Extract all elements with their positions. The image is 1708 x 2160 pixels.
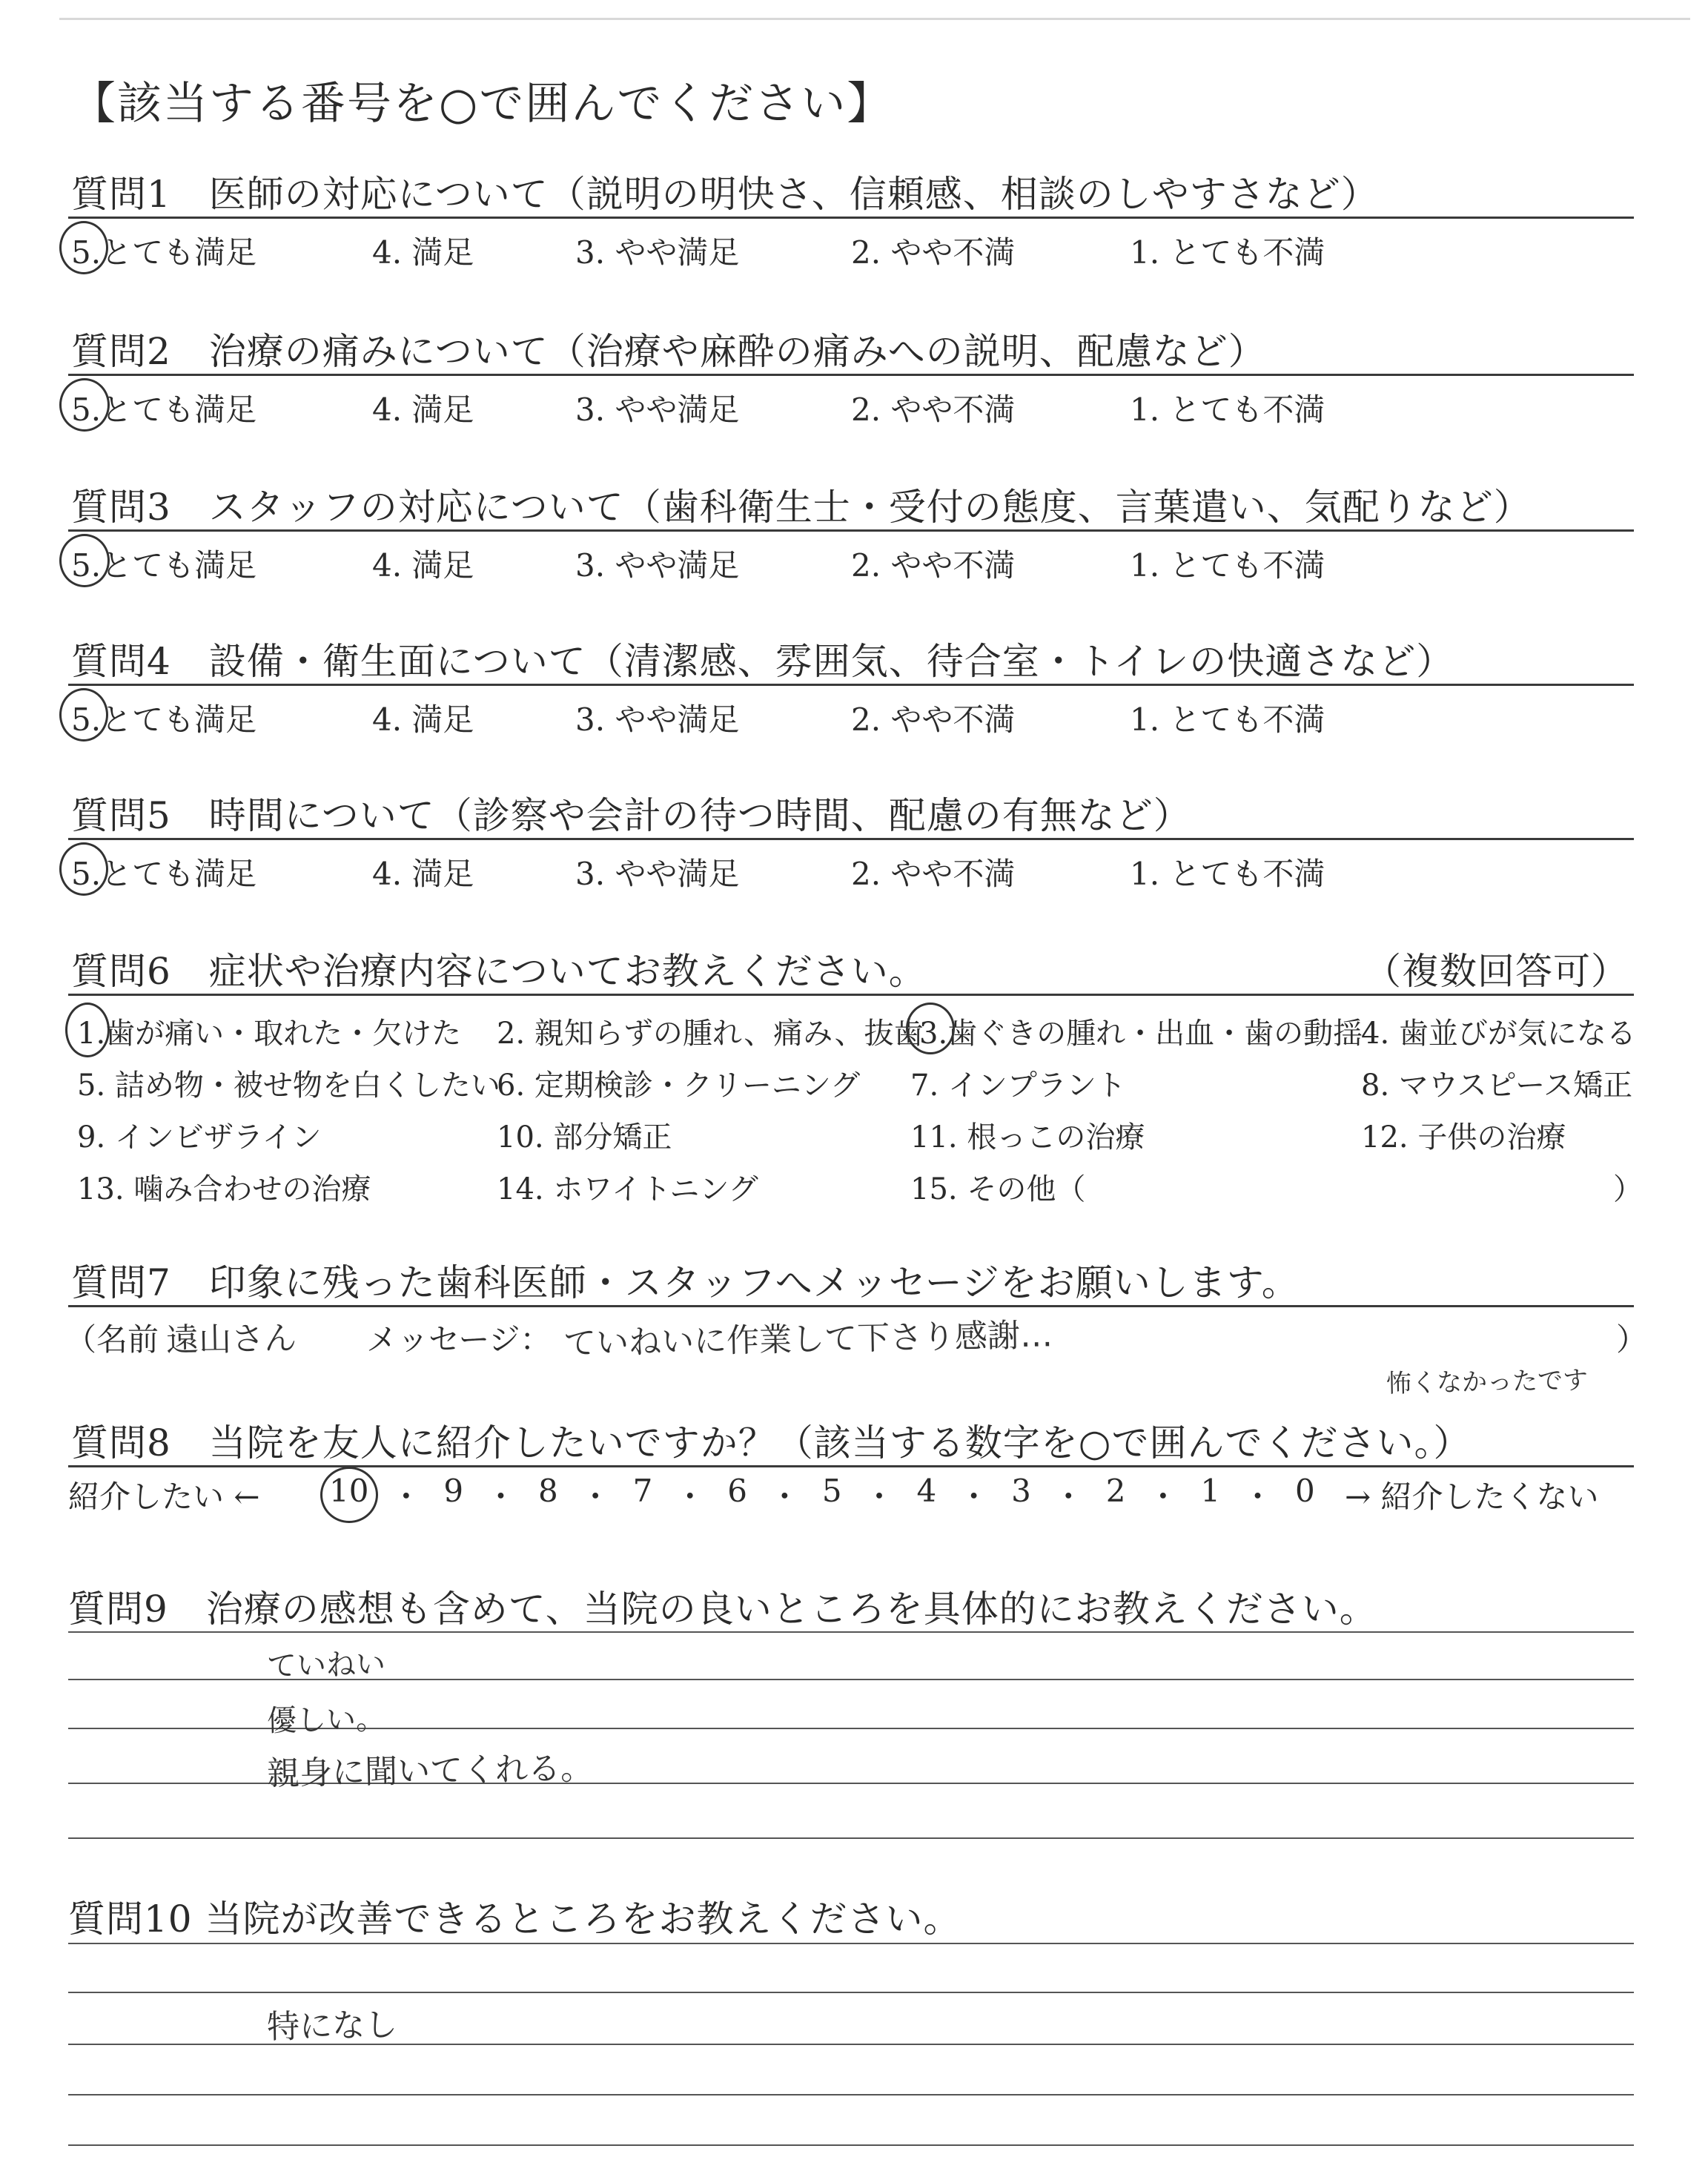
question-2-label: 質問2 治療の痛みについて（治療や麻酔の痛みへの説明、配慮など） xyxy=(71,330,1266,373)
q4-selected-circle xyxy=(59,688,108,742)
q2-option-1[interactable]: 1. とても不満 xyxy=(1130,392,1325,428)
q7-name-handwriting: 遠山さん xyxy=(165,1319,297,1360)
question-7-rule xyxy=(68,1305,1634,1307)
q4-option-5[interactable]: 5.とても満足 xyxy=(71,701,257,738)
q8-scale-separator: ・ xyxy=(1242,1479,1274,1515)
q5-option-4[interactable]: 4. 満足 xyxy=(372,856,474,892)
question-5-label: 質問5 時間について（診察や会計の待つ時間、配慮の有無など） xyxy=(71,794,1191,837)
q3-option-3[interactable]: 3. やや満足 xyxy=(575,547,740,584)
question-5-rule xyxy=(68,838,1634,840)
q6-item-13[interactable]: 13. 噛み合わせの治療 xyxy=(77,1172,371,1206)
q8-scale-value-10[interactable]: 10 xyxy=(329,1473,369,1509)
q10-line-4 xyxy=(68,2094,1634,2095)
q7-message-label: メッセージ： xyxy=(366,1321,552,1358)
q10-line-1 xyxy=(68,1943,1634,1944)
q1-option-4[interactable]: 4. 満足 xyxy=(372,234,474,271)
q8-scale-value-9[interactable]: 9 xyxy=(443,1473,464,1509)
q6-item-3[interactable]: 3.歯ぐきの腫れ・出血・歯の動揺 xyxy=(919,1017,1363,1051)
q8-selected-circle xyxy=(320,1467,378,1523)
q6-item-1[interactable]: 1.歯が痛い・取れた・欠けた xyxy=(77,1017,462,1051)
q2-selected-circle xyxy=(59,378,110,432)
q5-selected-circle xyxy=(59,842,108,896)
q1-option-3[interactable]: 3. やや満足 xyxy=(575,234,740,271)
q8-scale-separator: ・ xyxy=(1053,1479,1085,1515)
q4-option-2[interactable]: 2. やや不満 xyxy=(851,701,1016,738)
q6-item-11[interactable]: 11. 根っこの治療 xyxy=(910,1120,1145,1155)
q2-option-5[interactable]: 5.とても満足 xyxy=(71,392,257,428)
q5-option-3[interactable]: 3. やや満足 xyxy=(575,856,740,892)
q4-option-4[interactable]: 4. 満足 xyxy=(372,701,474,738)
q9-handwriting-3: 親身に聞いてくれる。 xyxy=(266,1749,594,1793)
question-4-rule xyxy=(68,684,1634,686)
q9-handwriting-2: 優しい。 xyxy=(266,1702,386,1739)
q8-scale-value-1[interactable]: 1 xyxy=(1200,1473,1221,1509)
question-8-label: 質問8 当院を友人に紹介したいですか？（該当する数字を○で囲んでください。） xyxy=(71,1421,1472,1464)
question-1-label: 質問1 医師の対応について（説明の明快さ、信頼感、相談のしやすさなど） xyxy=(71,173,1379,216)
question-6-rule xyxy=(68,994,1634,996)
question-6-note: （複数回答可） xyxy=(1364,950,1629,993)
q2-option-4[interactable]: 4. 満足 xyxy=(372,392,474,428)
question-8-rule xyxy=(68,1465,1634,1467)
q8-scale-value-2[interactable]: 2 xyxy=(1105,1473,1126,1509)
q6-item-5[interactable]: 5. 詰め物・被せ物を白くしたい xyxy=(77,1069,500,1103)
q8-scale-separator: ・ xyxy=(958,1479,990,1515)
q6-item-8[interactable]: 8. マウスピース矯正 xyxy=(1361,1069,1633,1103)
question-9-label: 質問9 治療の感想も含めて、当院の良いところを具体的にお教えください。 xyxy=(68,1588,1377,1631)
q1-option-1[interactable]: 1. とても不満 xyxy=(1130,234,1325,271)
q8-scale-value-8[interactable]: 8 xyxy=(537,1473,558,1509)
question-10-label: 質問10 当院が改善できるところをお教えください。 xyxy=(68,1898,961,1941)
q10-line-5 xyxy=(68,2144,1634,2146)
question-3-label: 質問3 スタッフの対応について（歯科衛生士・受付の態度、言葉遣い、気配りなど） xyxy=(71,486,1532,529)
q8-scale-value-3[interactable]: 3 xyxy=(1011,1473,1031,1509)
q4-option-1[interactable]: 1. とても不満 xyxy=(1130,701,1325,738)
q1-option-2[interactable]: 2. やや不満 xyxy=(851,234,1016,271)
q8-scale-value-7[interactable]: 7 xyxy=(632,1473,653,1509)
q3-option-4[interactable]: 4. 満足 xyxy=(372,547,474,584)
q8-scale-separator: ・ xyxy=(864,1479,896,1515)
page-title: 【該当する番号を○で囲んでください】 xyxy=(71,78,893,130)
q5-option-5[interactable]: 5.とても満足 xyxy=(71,856,257,892)
q6-item-9[interactable]: 9. インビザライン xyxy=(77,1120,322,1155)
q7-message-handwriting-2: 怖くなかったです xyxy=(1386,1365,1589,1399)
q8-scale-separator: ・ xyxy=(674,1479,706,1515)
question-7-label: 質問7 印象に残った歯科医師・スタッフへメッセージをお願いします。 xyxy=(71,1261,1300,1304)
q1-selected-circle xyxy=(59,221,108,274)
q5-option-1[interactable]: 1. とても不満 xyxy=(1130,856,1325,892)
q3-option-5[interactable]: 5.とても満足 xyxy=(71,547,257,584)
q8-scale-separator: ・ xyxy=(485,1479,517,1515)
q8-scale-separator: ・ xyxy=(1147,1479,1179,1515)
q8-scale-separator: ・ xyxy=(769,1479,801,1515)
q3-option-1[interactable]: 1. とても不満 xyxy=(1130,547,1325,584)
q8-scale-separator: ・ xyxy=(390,1479,422,1515)
q4-option-3[interactable]: 3. やや満足 xyxy=(575,701,740,738)
q7-message-handwriting: ていねいに作業して下さり感謝… xyxy=(563,1316,1053,1363)
q9-handwriting-1: ていねい xyxy=(266,1647,386,1684)
question-2-rule xyxy=(68,374,1634,376)
q5-option-2[interactable]: 2. やや不満 xyxy=(851,856,1016,892)
q6-item-10[interactable]: 10. 部分矯正 xyxy=(497,1120,672,1155)
q8-scale xyxy=(329,1473,1315,1517)
q10-handwriting-1: 特になし xyxy=(266,2006,398,2047)
q8-scale-separator: ・ xyxy=(580,1479,612,1515)
q3-selected-circle xyxy=(59,534,110,587)
question-3-rule xyxy=(68,529,1634,532)
q9-line-1 xyxy=(68,1631,1634,1633)
q6-item-12[interactable]: 12. 子供の治療 xyxy=(1361,1120,1566,1155)
q8-scale-value-5[interactable]: 5 xyxy=(821,1473,842,1509)
q6-selected-circle-3 xyxy=(906,1003,955,1054)
question-6-label: 質問6 症状や治療内容についてお教えください。 xyxy=(71,950,927,993)
q8-scale-value-6[interactable]: 6 xyxy=(727,1473,747,1509)
q6-item-15[interactable]: 15. その他（ xyxy=(910,1172,1086,1206)
q10-line-2 xyxy=(68,1992,1634,1993)
q1-option-5[interactable]: 5.とても満足 xyxy=(71,234,257,271)
top-border xyxy=(59,18,1690,20)
q8-right-label: → 紹介したくない xyxy=(1345,1479,1599,1515)
q6-item-7[interactable]: 7. インプラント xyxy=(910,1069,1126,1103)
question-4-label: 質問4 設備・衛生面について（清潔感、雰囲気、待合室・トイレの快適さなど） xyxy=(71,640,1454,683)
q2-option-3[interactable]: 3. やや満足 xyxy=(575,392,740,428)
q9-line-5 xyxy=(68,1837,1634,1839)
q7-name-label: （名前 xyxy=(65,1321,159,1358)
q6-item-2[interactable]: 2. 親知らずの腫れ、痛み、抜歯 xyxy=(497,1017,924,1051)
q8-scale-value-0[interactable]: 0 xyxy=(1294,1473,1315,1509)
q2-option-2[interactable]: 2. やや不満 xyxy=(851,392,1016,428)
q3-option-2[interactable]: 2. やや不満 xyxy=(851,547,1016,584)
q7-close-paren: ） xyxy=(1616,1321,1648,1358)
q6-item-14[interactable]: 14. ホワイトニング xyxy=(497,1172,758,1206)
q6-item-6[interactable]: 6. 定期検診・クリーニング xyxy=(497,1069,861,1103)
question-1-rule xyxy=(68,217,1634,219)
q6-item-4[interactable]: 4. 歯並びが気になる xyxy=(1361,1017,1636,1051)
q6-selected-circle-1 xyxy=(65,1003,110,1057)
q8-left-label: 紹介したい ← xyxy=(68,1479,260,1515)
q6-item-15-close: ） xyxy=(1613,1172,1643,1206)
q8-scale-value-4[interactable]: 4 xyxy=(916,1473,937,1509)
